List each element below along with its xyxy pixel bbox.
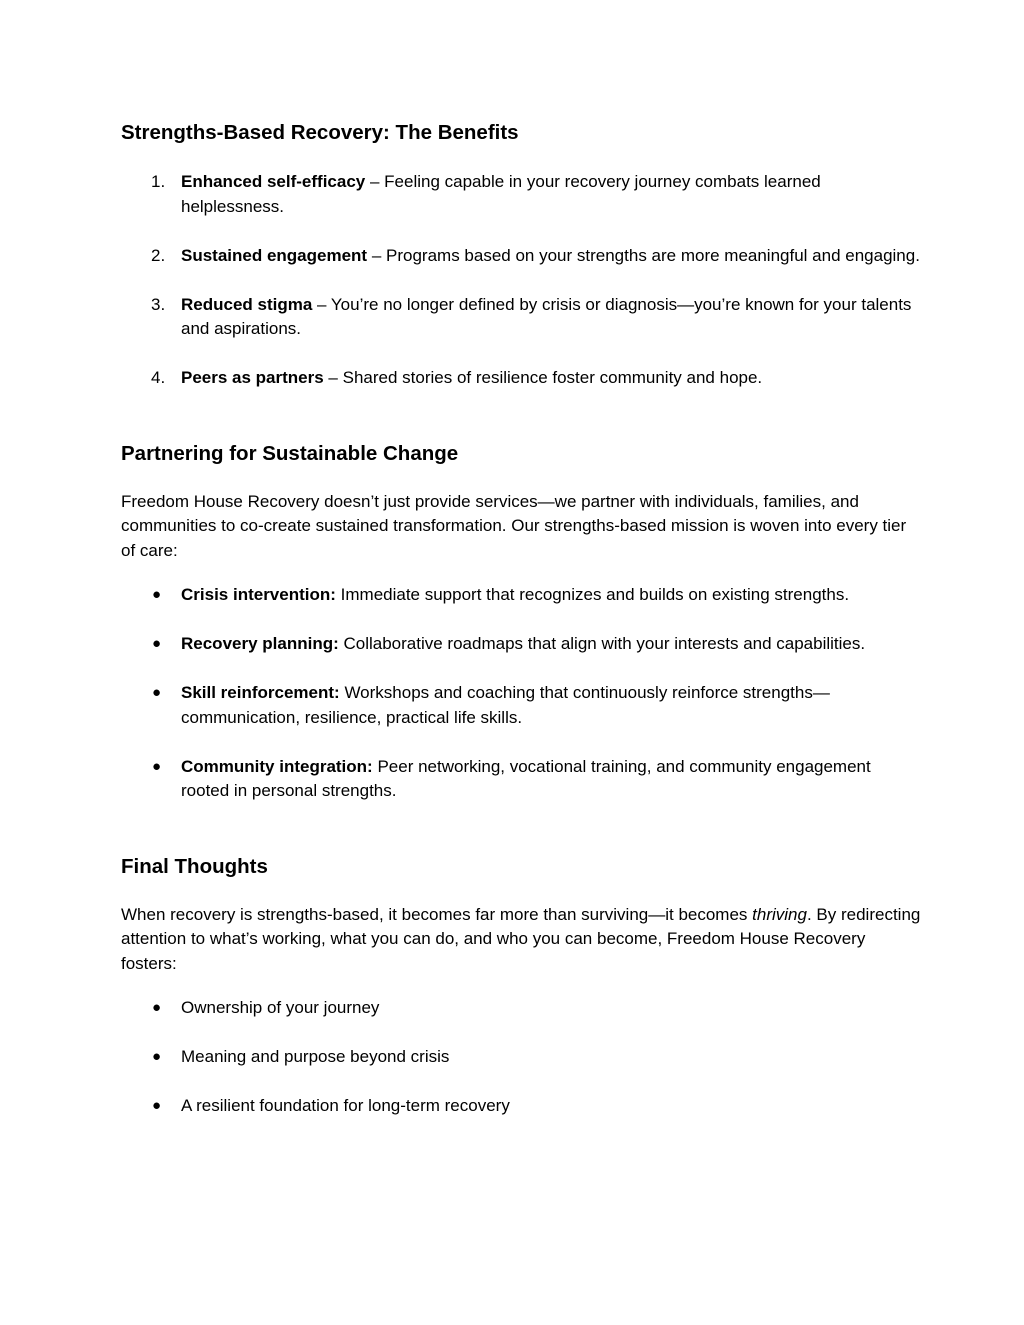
item-text: A resilient foundation for long‑term recovery xyxy=(181,1096,510,1115)
list-item xyxy=(121,632,921,657)
item-description: – Programs based on your strengths are more meaningful and engaging. xyxy=(367,245,920,265)
text-run: . By redirecting attention to what’s working, what you can do, and who you can become, Freedom House Recovery fosters: xyxy=(121,904,921,973)
document-content xyxy=(121,118,921,1119)
section-heading-benefits: Strengths-Based Recovery: The Benefits xyxy=(121,121,519,144)
item-term: Recovery planning: xyxy=(181,634,339,653)
list-item xyxy=(121,293,921,342)
list-item xyxy=(121,1094,921,1119)
list-number: 2. xyxy=(151,245,166,265)
list-number: 3. xyxy=(151,294,166,314)
emphasis-text: thriving xyxy=(752,904,807,924)
text-run: When recovery is strengths‑based, it becomes far more than surviving—it becomes xyxy=(121,904,753,924)
paragraph-partnering: Freedom House Recovery doesn’t just provide services—we partner with individuals, families, and communities to co-create sustained transformation. Our strengths‑based mission is woven into every tier of care: xyxy=(121,491,907,560)
item-term: Peers as partners xyxy=(181,368,324,387)
item-term: Crisis intervention: xyxy=(181,585,336,604)
list-number: 1. xyxy=(151,172,166,191)
item-description: – Feeling capable in your recovery journey combats learned helplessness. xyxy=(181,172,821,216)
item-term: Reduced stigma xyxy=(181,294,313,314)
section-heading-partnering: Partnering for Sustainable Change xyxy=(121,441,459,465)
list-item xyxy=(121,755,921,804)
item-term: Skill reinforcement: xyxy=(181,683,340,702)
fosters-list xyxy=(121,996,921,1119)
care-tiers-list xyxy=(121,583,921,804)
section-heading-final-thoughts: Final Thoughts xyxy=(121,854,268,878)
item-text: Ownership of your journey xyxy=(181,998,380,1017)
list-item xyxy=(121,583,921,608)
list-number: 4. xyxy=(151,368,166,387)
item-description: Immediate support that recognizes and builds on existing strengths. xyxy=(335,585,850,604)
list-item xyxy=(121,244,921,269)
benefits-list xyxy=(121,170,921,391)
item-description: Peer networking, vocational training, and community engagement rooted in personal strengths. xyxy=(181,756,871,800)
list-item xyxy=(121,170,921,219)
item-description: Collaborative roadmaps that align with your interests and capabilities. xyxy=(338,634,866,653)
item-text: Meaning and purpose beyond crisis xyxy=(181,1047,450,1066)
bullet-icon: ● xyxy=(152,757,162,775)
item-description: – You’re no longer defined by crisis or diagnosis—you’re known for your talents and aspirations. xyxy=(181,294,912,338)
paragraph-final-thoughts xyxy=(121,903,921,977)
bullet-icon: ● xyxy=(152,1097,162,1114)
list-item xyxy=(121,1045,921,1070)
item-term: Enhanced self-efficacy xyxy=(181,172,366,191)
item-term: Sustained engagement xyxy=(181,245,368,265)
bullet-icon: ● xyxy=(152,1048,162,1065)
list-item xyxy=(121,366,921,391)
item-description: Workshops and coaching that continuously reinforce strengths—communication, resilience, practical life skills. xyxy=(181,683,830,727)
bullet-icon: ● xyxy=(152,999,162,1016)
bullet-icon: ● xyxy=(152,635,162,652)
item-description: – Shared stories of resilience foster community and hope. xyxy=(323,368,763,387)
bullet-icon: ● xyxy=(152,684,162,701)
list-item xyxy=(121,681,921,730)
bullet-icon: ● xyxy=(152,586,162,603)
item-term: Community integration: xyxy=(181,756,373,776)
list-item xyxy=(121,996,921,1021)
